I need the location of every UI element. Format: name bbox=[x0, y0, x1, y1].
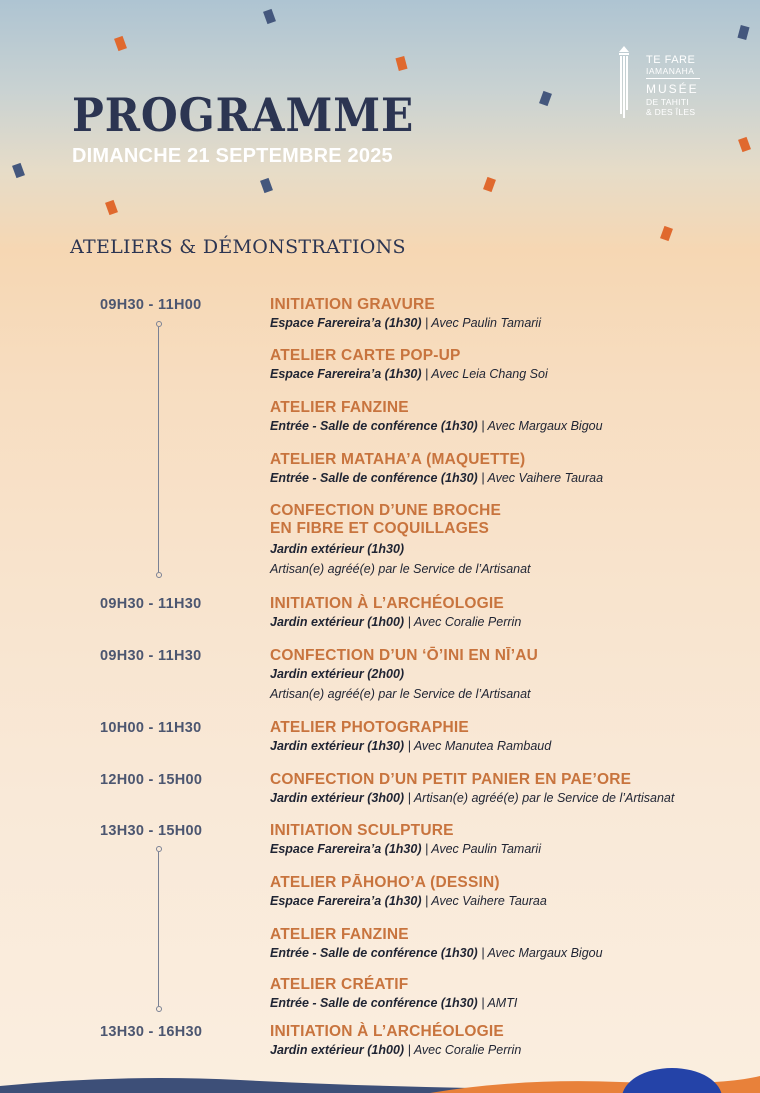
workshop-location: Entrée - Salle de conférence (1h30) bbox=[270, 996, 478, 1010]
workshop-location: Entrée - Salle de conférence (1h30) bbox=[270, 419, 478, 433]
time-slot: 13H30 - 16H30 bbox=[100, 1024, 203, 1040]
schedule-item bbox=[270, 976, 750, 1011]
workshop-title: ATELIER MATAHA’A (MAQUETTE) bbox=[270, 451, 526, 468]
schedule-item bbox=[270, 595, 750, 630]
workshop-location: Espace Farereira’a (1h30) bbox=[270, 316, 422, 330]
workshop-host: | Avec Paulin Tamarii bbox=[421, 842, 541, 856]
timeline-line bbox=[158, 852, 159, 1006]
logo-text-line1: TE FARE bbox=[646, 54, 696, 66]
schedule-item bbox=[270, 771, 750, 806]
confetti-piece bbox=[260, 178, 273, 193]
workshop-host: | Artisan(e) agréé(e) par le Service de l’Artisanat bbox=[404, 791, 675, 805]
workshop-location: Jardin extérieur (1h00) bbox=[270, 1043, 405, 1057]
workshop-title: ATELIER PHOTOGRAPHIE bbox=[270, 719, 469, 736]
workshop-location: Espace Farereira’a (1h30) bbox=[270, 842, 422, 856]
logo-text-line3: MUSÉE bbox=[646, 82, 699, 96]
museum-logo-icon bbox=[616, 44, 632, 118]
confetti-piece bbox=[737, 25, 749, 40]
schedule-item bbox=[270, 647, 750, 702]
workshop-location: Jardin extérieur (2h00) bbox=[270, 667, 405, 681]
workshop-detail bbox=[270, 541, 750, 557]
workshop-host: | Avec Margaux Bigou bbox=[477, 419, 603, 433]
workshop-host: | Avec Vaihere Tauraa bbox=[421, 894, 547, 908]
event-date: DIMANCHE 21 SEPTEMBRE 2025 bbox=[72, 145, 393, 167]
confetti-piece bbox=[539, 91, 552, 106]
time-slot: 12H00 - 15H00 bbox=[100, 772, 203, 788]
workshop-note: Artisan(e) agréé(e) par le Service de l’Artisanat bbox=[270, 687, 531, 701]
section-heading: ATELIERS & DÉMONSTRATIONS bbox=[70, 236, 406, 258]
confetti-piece bbox=[660, 226, 673, 241]
schedule-item bbox=[270, 399, 750, 434]
workshop-detail bbox=[270, 366, 750, 382]
schedule-item bbox=[270, 1023, 750, 1058]
schedule-item bbox=[270, 502, 750, 577]
workshop-detail bbox=[270, 893, 750, 909]
time-slot: 09H30 - 11H30 bbox=[100, 596, 202, 612]
museum-logo bbox=[616, 44, 726, 124]
workshop-host: | Avec Coralie Perrin bbox=[404, 1043, 522, 1057]
schedule-item bbox=[270, 926, 750, 961]
workshop-host: | AMTI bbox=[477, 996, 518, 1010]
page-title: PROGRAMME bbox=[72, 88, 415, 142]
workshop-title: INITIATION À L’ARCHÉOLOGIE bbox=[270, 595, 504, 612]
schedule-item bbox=[270, 874, 750, 909]
workshop-host: | Avec Leia Chang Soi bbox=[421, 367, 548, 381]
workshop-location: Entrée - Salle de conférence (1h30) bbox=[270, 946, 478, 960]
workshop-detail bbox=[270, 790, 750, 806]
workshop-title-line2: EN FIBRE ET COQUILLAGES bbox=[270, 520, 490, 537]
workshop-detail bbox=[270, 841, 750, 857]
workshop-location: Jardin extérieur (1h30) bbox=[270, 542, 405, 556]
confetti-piece bbox=[395, 56, 407, 71]
time-slot: 09H30 - 11H00 bbox=[100, 297, 202, 313]
time-slot: 10H00 - 11H30 bbox=[100, 720, 202, 736]
workshop-title: INITIATION SCULPTURE bbox=[270, 822, 454, 839]
timeline-dot bbox=[156, 572, 162, 578]
schedule-item bbox=[270, 347, 750, 382]
workshop-detail bbox=[270, 995, 750, 1011]
workshop-detail bbox=[270, 315, 750, 331]
workshop-host: | Avec Coralie Perrin bbox=[404, 615, 522, 629]
workshop-location: Espace Farereira’a (1h30) bbox=[270, 894, 422, 908]
workshop-title: ATELIER PĀHOHO’A (DESSIN) bbox=[270, 874, 500, 891]
workshop-title: CONFECTION D’UN ‘Ō’INI EN NĪ’AU bbox=[270, 647, 538, 664]
workshop-title: ATELIER FANZINE bbox=[270, 399, 409, 416]
workshop-detail bbox=[270, 1042, 750, 1058]
workshop-title: ATELIER CARTE POP-UP bbox=[270, 347, 461, 364]
workshop-location: Jardin extérieur (1h00) bbox=[270, 615, 405, 629]
workshop-location: Jardin extérieur (1h30) bbox=[270, 739, 405, 753]
workshop-host: | Avec Paulin Tamarii bbox=[421, 316, 541, 330]
workshop-detail bbox=[270, 945, 750, 961]
workshop-title: CONFECTION D’UN PETIT PANIER EN PAE’ORE bbox=[270, 771, 632, 788]
workshop-location: Espace Farereira’a (1h30) bbox=[270, 367, 422, 381]
confetti-piece bbox=[114, 36, 127, 51]
timeline-line bbox=[158, 327, 159, 572]
workshop-title: ATELIER CRÉATIF bbox=[270, 976, 409, 993]
workshop-host: | Avec Margaux Bigou bbox=[477, 946, 603, 960]
time-slot: 13H30 - 15H00 bbox=[100, 823, 203, 839]
workshop-host: | Avec Vaihere Tauraa bbox=[481, 471, 604, 485]
schedule-item bbox=[270, 451, 750, 486]
logo-text-line5: & DES ÎLES bbox=[646, 107, 696, 117]
workshop-host: | Avec Manutea Rambaud bbox=[404, 739, 552, 753]
workshop-detail bbox=[270, 470, 750, 486]
workshop-title: ATELIER FANZINE bbox=[270, 926, 409, 943]
schedule-item bbox=[270, 822, 750, 857]
logo-divider bbox=[646, 78, 700, 79]
logo-text-line4: DE TAHITI bbox=[646, 97, 690, 107]
workshop-title: INITIATION GRAVURE bbox=[270, 296, 435, 313]
schedule-item bbox=[270, 296, 750, 331]
workshop-title: INITIATION À L’ARCHÉOLOGIE bbox=[270, 1023, 504, 1040]
timeline-dot bbox=[156, 1006, 162, 1012]
confetti-piece bbox=[12, 163, 25, 178]
logo-text-line2: IAMANAHA bbox=[646, 66, 695, 76]
schedule-item bbox=[270, 719, 750, 754]
confetti-piece bbox=[105, 200, 118, 215]
workshop-detail bbox=[270, 614, 750, 630]
confetti-piece bbox=[483, 177, 496, 192]
workshop-location: Entrée - Salle de conférence (1h30) bbox=[270, 471, 482, 485]
workshop-location: Jardin extérieur (3h00) bbox=[270, 791, 405, 805]
workshop-detail bbox=[270, 418, 750, 434]
workshop-detail bbox=[270, 666, 750, 682]
confetti-piece bbox=[738, 137, 751, 152]
workshop-title: CONFECTION D’UNE BROCHE bbox=[270, 502, 502, 519]
workshop-note: Artisan(e) agréé(e) par le Service de l’Artisanat bbox=[270, 562, 531, 576]
time-slot: 09H30 - 11H30 bbox=[100, 648, 202, 664]
workshop-detail bbox=[270, 738, 750, 754]
bottom-wave-decoration bbox=[0, 1068, 760, 1093]
confetti-piece bbox=[263, 9, 276, 24]
